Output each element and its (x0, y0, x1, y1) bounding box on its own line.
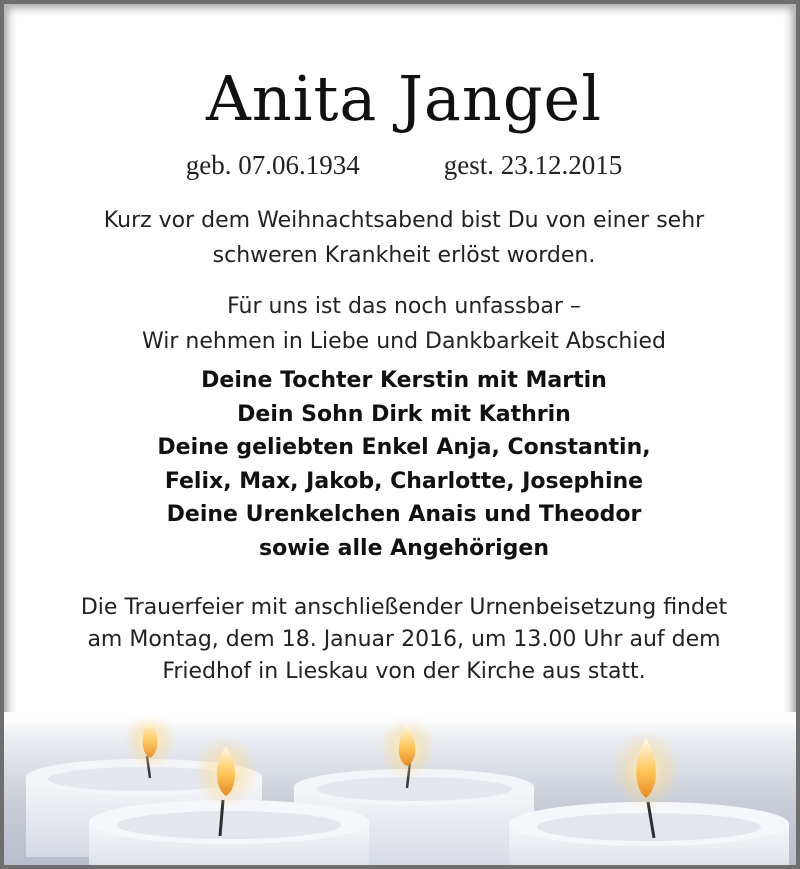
intro-line: Kurz vor dem Weihnachtsabend bist Du von einer sehr (103, 208, 705, 233)
candle-front-right (509, 730, 789, 869)
farewell-line: Für uns ist das noch unfassbar – (227, 294, 581, 319)
death-date: gest. 23.12.2015 (443, 150, 623, 180)
mourner-line: Deine Urenkelchen Anais und Theodor (166, 502, 642, 527)
life-dates (4, 150, 800, 181)
birth-date: geb. 07.06.1934 (185, 150, 360, 180)
mourner-line: sowie alle Angehörigen (258, 535, 550, 561)
deceased-name: Anita Jangel (205, 62, 603, 135)
mourners-list (4, 364, 800, 565)
candles-illustration (4, 712, 800, 869)
mourner-line: Dein Sohn Dirk mit Kathrin (237, 401, 571, 427)
service-line: am Montag, dem 18. Januar 2016, um 13.00 Uhr auf dem (87, 627, 721, 652)
farewell-line: Wir nehmen in Liebe und Dankbarkeit Abschied (142, 329, 666, 354)
mourner-line: Felix, Max, Jakob, Charlotte, Josephine (164, 468, 644, 494)
funeral-service-info (4, 592, 800, 688)
farewell-paragraph (4, 289, 800, 359)
mourner-line: Deine Tochter Kerstin mit Martin (201, 368, 607, 393)
service-line: Friedhof in Lieskau von der Kirche aus statt. (162, 659, 646, 684)
mourner-line: Deine geliebten Enkel Anja, Constantin, (157, 435, 651, 460)
intro-line: schweren Krankheit erlöst worden. (212, 243, 596, 268)
intro-paragraph (4, 203, 800, 273)
candles-photo (4, 712, 800, 869)
service-line: Die Trauerfeier mit anschließender Urnenbeisetzung findet (80, 595, 728, 620)
